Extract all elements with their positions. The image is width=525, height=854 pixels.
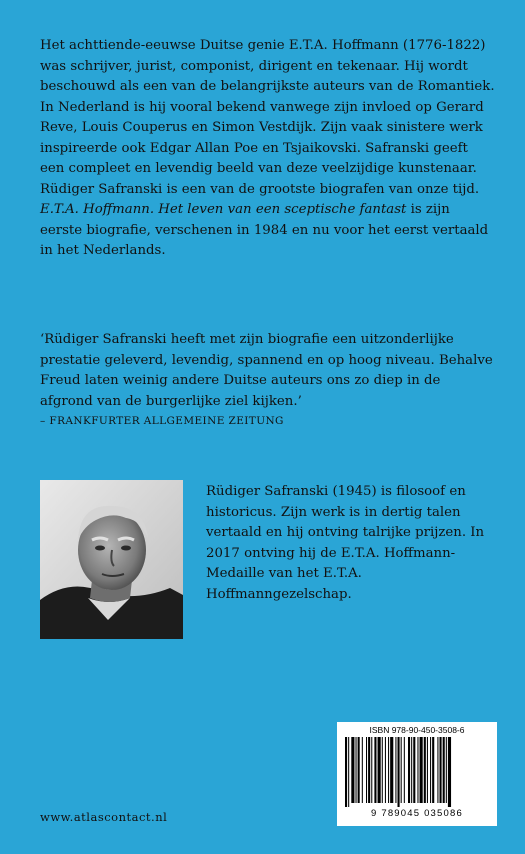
barcode-bar bbox=[366, 737, 367, 803]
barcode-bar bbox=[382, 737, 383, 803]
barcode-bar bbox=[408, 737, 410, 803]
barcode-bar bbox=[362, 737, 363, 803]
barcode-bar bbox=[424, 737, 426, 803]
barcode-bar bbox=[398, 737, 400, 807]
review-source: – FRANKFURTER ALLGEMEINE ZEITUNG bbox=[40, 415, 284, 427]
barcode-digits: 9 789045 035086 bbox=[371, 808, 463, 819]
barcode-bars bbox=[345, 737, 489, 807]
barcode-bar bbox=[413, 737, 415, 803]
barcode-bar bbox=[420, 737, 423, 803]
blurb-paragraph-2-lead: Rüdiger Safranski is een van de grootste biografen van onze tijd. bbox=[40, 181, 480, 197]
barcode-bar bbox=[351, 737, 354, 803]
publisher-website: www.atlascontact.nl bbox=[40, 810, 168, 824]
barcode-bar bbox=[437, 737, 438, 803]
barcode-bar bbox=[374, 737, 376, 803]
barcode-bar bbox=[348, 737, 349, 807]
barcode-bar bbox=[356, 737, 357, 803]
blurb-paragraph-1: Het achttiende-eeuwse Duitse genie E.T.A. Hoffmann (1776-1822) was schrijver, jurist, componist, dirigent en tekenaar. Hij wordt beschouwd als een van de belangrijkste auteurs van de Romantiek. In Nederland is hij vooral bekend vanwege zijn invloed op Gerard Reve, Louis Couperus en Simon Vestdijk. Zijn vaak sinistere werk inspireerde ook Edgar Allan Poe en Tsjaikovski. Safranski geeft een compleet en levendig beeld van deze veelzijdige kunstenaar. bbox=[40, 38, 495, 176]
barcode-bar bbox=[404, 737, 405, 803]
barcode-bar bbox=[446, 737, 447, 803]
barcode-bar bbox=[390, 737, 393, 803]
barcode-bar bbox=[385, 737, 386, 803]
barcode-bar bbox=[368, 737, 370, 803]
barcode-bar bbox=[345, 737, 347, 807]
isbn-barcode bbox=[337, 722, 497, 826]
review-quote: ‘Rüdiger Safranski heeft met zijn biografie een uitzonderlijke prestatie geleverd, levendig, spannend en op hoog niveau. Behalve Freud laten weinig andere Duitse auteurs ons zo diep in de afgrond van de burgerlijke ziel kijken.’ bbox=[40, 332, 493, 409]
barcode-bar bbox=[417, 737, 418, 803]
barcode-bar bbox=[371, 737, 372, 803]
isbn-label: ISBN 978-90-450-3508-6 bbox=[369, 725, 465, 735]
barcode-bar bbox=[440, 737, 442, 803]
barcode-bar bbox=[443, 737, 445, 803]
barcode-bar bbox=[378, 737, 381, 803]
barcode-bar bbox=[388, 737, 389, 803]
barcode-bar bbox=[427, 737, 428, 803]
blurb-text bbox=[40, 36, 495, 262]
barcode-bar bbox=[401, 737, 402, 803]
author-photo bbox=[40, 480, 183, 639]
barcode-bar bbox=[395, 737, 396, 803]
barcode-bar bbox=[411, 737, 412, 803]
barcode-bar bbox=[430, 737, 431, 803]
book-title: E.T.A. Hoffmann. Het leven van een sceptische fantast bbox=[40, 202, 407, 217]
blurb-paragraph-2-rest: is zijn eerste biografie, verschenen in 1984 en nu voor het eerst vertaald in het Nederlands. bbox=[40, 202, 489, 258]
barcode-bar bbox=[448, 737, 451, 807]
author-bio: Rüdiger Safranski (1945) is filosoof en historicus. Zijn werk is in dertig talen vertaald en hij ontving talrijke prijzen. In 2017 ontving hij de E.T.A. Hoffmann-Medaille van het E.T.A. Hoffmanngezelschap. bbox=[206, 484, 485, 602]
barcode-bar bbox=[358, 737, 360, 803]
barcode-bar bbox=[432, 737, 434, 803]
